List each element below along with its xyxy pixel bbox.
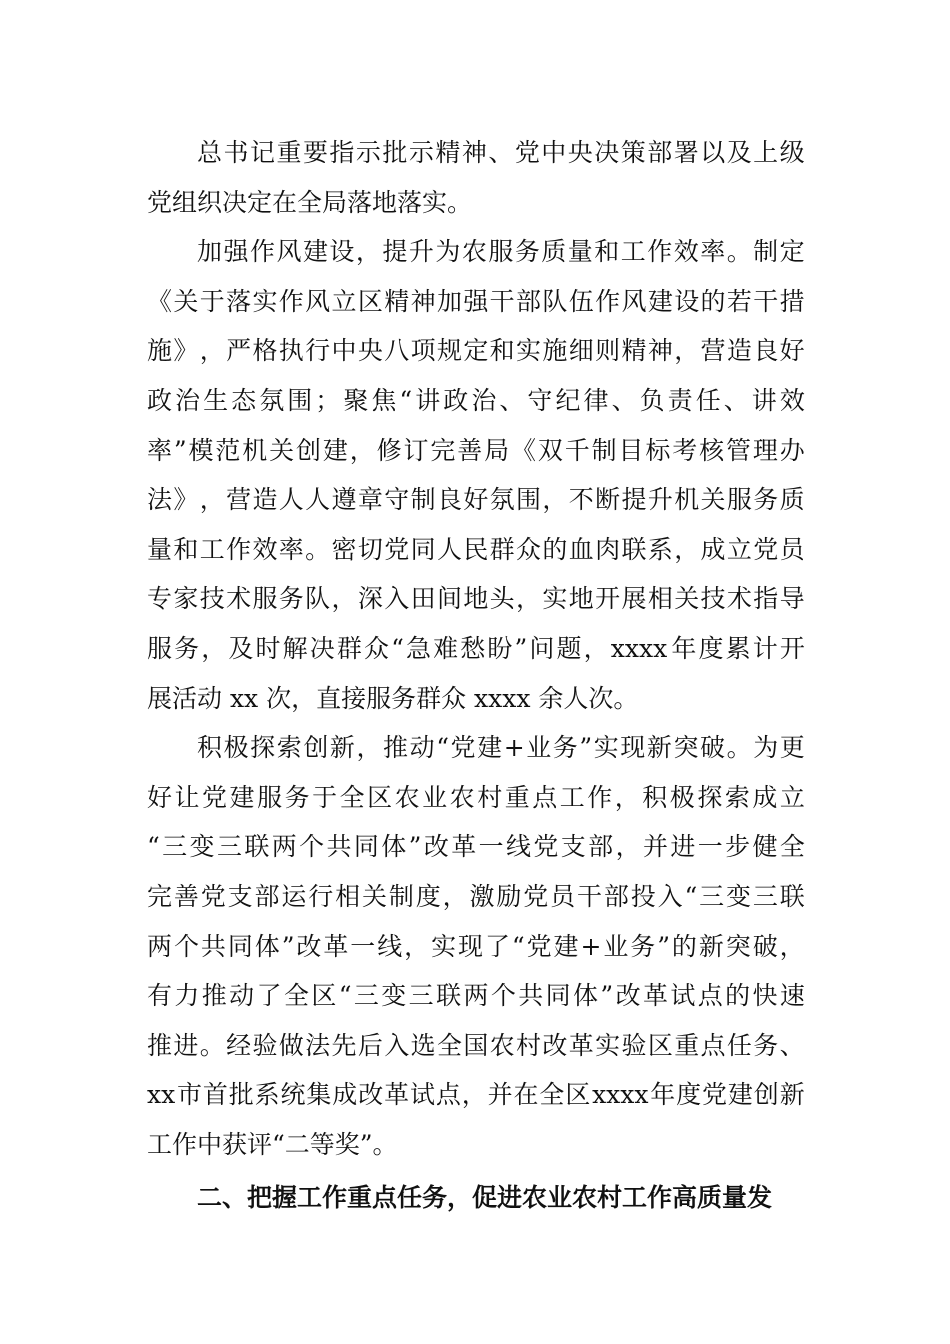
section-heading: 二、把握工作重点任务，促进农业农村工作高质量发	[197, 1183, 773, 1213]
paragraph-line: 两 个 共 同 体 ” 改 革 一 线 ， 实 现 了 “ 党 建 + 业 务 ” 的 新 突 破 ，	[147, 931, 805, 961]
paragraph-line: 量 和 工 作 效 率 。 密 切 党 同 人 民 群 众 的 血 肉 联 系 ， 成 立 党 员	[147, 534, 805, 564]
paragraph-line: 完 善 党 支 部 运 行 相 关 制 度 ， 激 励 党 员 干 部 投 入 “ 三 变 三 联	[147, 881, 805, 911]
paragraph-line: 推 进 。 经 验 做 法 先 后 入 选 全 国 农 村 改 革 实 验 区 重 点 任 务 、	[147, 1030, 805, 1060]
paragraph-line: 好 让 党 建 服 务 于 全 区 农 业 农 村 重 点 工 作 ， 积 极 探 索 成 立	[147, 782, 805, 812]
paragraph-line: 加 强 作 风 建 设 ， 提 升 为 农 服 务 质 量 和 工 作 效 率 。 制 定	[197, 237, 805, 267]
paragraph-line: 积 极 探 索 创 新 ， 推 动 “ 党 建 + 业 务 ” 实 现 新 突 破 。 为 更	[197, 733, 805, 763]
paragraph-line: 服 务 ， 及 时 解 决 群 众 “ 急 难 愁 盼 ” 问 题 ， xxxx 年 度 累 计 开	[147, 633, 805, 663]
paragraph-line: 政 治 生 态 氛 围 ； 聚 焦 “ 讲 政 治 、 守 纪 律 、 负 责 任 、 讲 效	[147, 385, 805, 415]
paragraph-line: “ 三 变 三 联 两 个 共 同 体 ” 改 革 一 线 党 支 部 ， 并 进 一 步 健 全	[147, 832, 805, 862]
paragraph-line: 展活动 xx 次，直接服务群众 xxxx 余人次。	[147, 683, 639, 713]
paragraph-line: 有 力 推 动 了 全 区 “ 三 变 三 联 两 个 共 同 体 ” 改 革 试 点 的 快 速	[147, 981, 805, 1011]
paragraph-line: 施 》 ， 严 格 执 行 中 央 八 项 规 定 和 实 施 细 则 精 神 ， 营 造 良 好	[147, 336, 805, 366]
paragraph-line: 法 》 ， 营 造 人 人 遵 章 守 制 良 好 氛 围 ， 不 断 提 升 机 关 服 务 质	[147, 485, 805, 515]
paragraph-line: 《 关 于 落 实 作 风 立 区 精 神 加 强 干 部 队 伍 作 风 建 设 的 若 干 措	[147, 286, 805, 316]
paragraph-line: 党组织决定在全局落地落实。	[147, 187, 473, 217]
paragraph-line: xx 市 首 批 系 统 集 成 改 革 试 点 ， 并 在 全 区 xxxx 年 度 党 建 创 新	[147, 1080, 805, 1110]
document-page	[147, 128, 805, 1223]
paragraph-line: 总 书 记 重 要 指 示 批 示 精 神 、 党 中 央 决 策 部 署 以 及 上 级	[197, 138, 805, 167]
paragraph-line: 专 家 技 术 服 务 队 ， 深 入 田 间 地 头 ， 实 地 开 展 相 关 技 术 指 导	[147, 584, 805, 614]
paragraph-line: 率 ” 模 范 机 关 创 建 ， 修 订 完 善 局 《 双 千 制 目 标 考 核 管 理 办	[147, 435, 805, 465]
paragraph-line: 工作中获评“二等奖”。	[147, 1129, 398, 1159]
